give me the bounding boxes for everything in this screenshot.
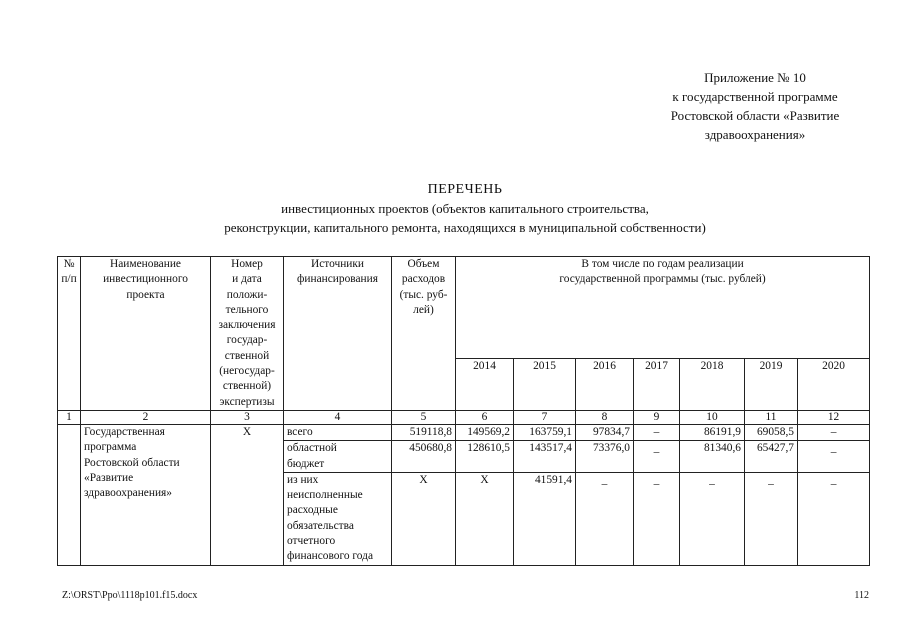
text-line: ственной): [222, 380, 272, 393]
year-value: 41591,4: [514, 472, 576, 565]
source-cell: [284, 441, 392, 473]
text-line: государственной программы (тыс. рублей): [559, 273, 766, 286]
header-name: [81, 257, 211, 411]
source-cell: [284, 424, 392, 440]
appendix-line: здравоохранения»: [704, 127, 806, 142]
text-line: финансирования: [297, 273, 378, 286]
year-value: –: [634, 424, 680, 440]
file-path: Z:\ORST\Ppo\1118p101.f15.docx: [62, 590, 198, 601]
header-year: 2015: [514, 358, 576, 410]
document-subtitle-line: реконструкции, капитального ремонта, находящихся в муниципальной собственности): [224, 220, 706, 235]
text-line: бюджет: [287, 457, 325, 470]
text-line: п/п: [61, 273, 77, 286]
header-conclusion: [211, 257, 284, 411]
year-value: _: [798, 472, 870, 565]
page-number: 112: [854, 590, 869, 601]
year-value: –: [798, 424, 870, 440]
year-value: 128610,5: [456, 441, 514, 473]
text-line: (негосудар-: [219, 365, 275, 378]
text-line: финансового года: [287, 550, 374, 563]
header-year: 2020: [798, 358, 870, 410]
volume-cell: 519118,8: [392, 424, 456, 440]
column-number: 10: [680, 410, 745, 424]
year-value: _: [745, 472, 798, 565]
appendix-line: к государственной программе: [672, 89, 838, 104]
document-title: ПЕРЕЧЕНЬ: [427, 182, 503, 197]
text-line: лей): [413, 303, 434, 316]
header-year: 2019: [745, 358, 798, 410]
column-number: 1: [58, 410, 81, 424]
text-line: В том числе по годам реализации: [581, 258, 744, 270]
year-value: 149569,2: [456, 424, 514, 440]
text-line: программа: [84, 441, 137, 454]
header-num: [58, 257, 81, 411]
project-name: [81, 424, 211, 565]
text-line: ственной: [224, 349, 270, 362]
header-sources: [284, 257, 392, 411]
text-line: областной: [287, 442, 337, 455]
text-line: из них: [287, 473, 319, 486]
column-number: 11: [745, 410, 798, 424]
header-year: 2014: [456, 358, 514, 410]
text-line: отчетного: [287, 535, 336, 548]
text-line: инвестиционного: [103, 273, 188, 286]
text-line: тельного: [225, 303, 269, 316]
text-line: Объем: [407, 258, 440, 270]
year-value: _: [576, 472, 634, 565]
year-value: _: [634, 472, 680, 565]
volume-cell: 450680,8: [392, 441, 456, 473]
text-line: «Развитие: [84, 471, 134, 484]
project-conclusion: Х: [211, 424, 284, 565]
text-line: проекта: [126, 288, 165, 301]
year-value: 69058,5: [745, 424, 798, 440]
source-cell: [284, 472, 392, 565]
year-value: 65427,7: [745, 441, 798, 473]
text-line: Государственная: [84, 425, 165, 438]
text-line: Номер: [231, 258, 263, 270]
column-number: 4: [284, 410, 392, 424]
column-number: 6: [456, 410, 514, 424]
text-line: расходов: [401, 273, 446, 286]
text-line: здравоохранения»: [84, 487, 172, 500]
year-value: Х: [456, 472, 514, 565]
text-line: Наименование: [110, 258, 181, 270]
text-line: экспертизы: [219, 395, 275, 408]
data-row-total: [58, 424, 870, 440]
text-line: неисполненные: [287, 489, 363, 502]
text-line: Ростовской области: [84, 456, 180, 469]
text-line: Источники: [310, 258, 365, 270]
column-number: 2: [81, 410, 211, 424]
appendix-block: [620, 68, 890, 144]
investment-projects-table: [57, 256, 870, 566]
column-number: 9: [634, 410, 680, 424]
column-number: 5: [392, 410, 456, 424]
text-line: положи-: [226, 288, 268, 301]
text-line: (тыс. руб-: [399, 288, 448, 301]
appendix-line: Приложение № 10: [704, 70, 806, 85]
year-value: 143517,4: [514, 441, 576, 473]
year-value: _: [634, 441, 680, 473]
volume-cell: Х: [392, 472, 456, 565]
column-number: 8: [576, 410, 634, 424]
column-number: 3: [211, 410, 284, 424]
header-year: 2018: [680, 358, 745, 410]
header-row: [58, 257, 870, 359]
document-subtitle-line: инвестиционных проектов (объектов капитального строительства,: [281, 201, 649, 216]
cell-num-empty: [58, 424, 81, 565]
year-value: _: [798, 441, 870, 473]
text-line: расходные: [287, 504, 338, 517]
year-value: 97834,7: [576, 424, 634, 440]
text-line: обязательства: [287, 519, 354, 532]
year-value: 81340,6: [680, 441, 745, 473]
text-line: государ-: [226, 334, 268, 347]
appendix-line: Ростовской области «Развитие: [670, 108, 840, 123]
year-value: 86191,9: [680, 424, 745, 440]
header-years-group: [456, 257, 870, 359]
year-value: _: [680, 472, 745, 565]
year-value: 73376,0: [576, 441, 634, 473]
text-line: №: [63, 258, 75, 270]
text-line: и дата: [232, 273, 262, 286]
document-heading: [60, 180, 870, 237]
header-year: 2017: [634, 358, 680, 410]
column-numbers-row: [58, 410, 870, 424]
year-value: 163759,1: [514, 424, 576, 440]
column-number: 7: [514, 410, 576, 424]
text-line: всего: [287, 425, 313, 438]
text-line: заключения: [218, 319, 276, 332]
header-year: 2016: [576, 358, 634, 410]
header-volume: [392, 257, 456, 411]
column-number: 12: [798, 410, 870, 424]
